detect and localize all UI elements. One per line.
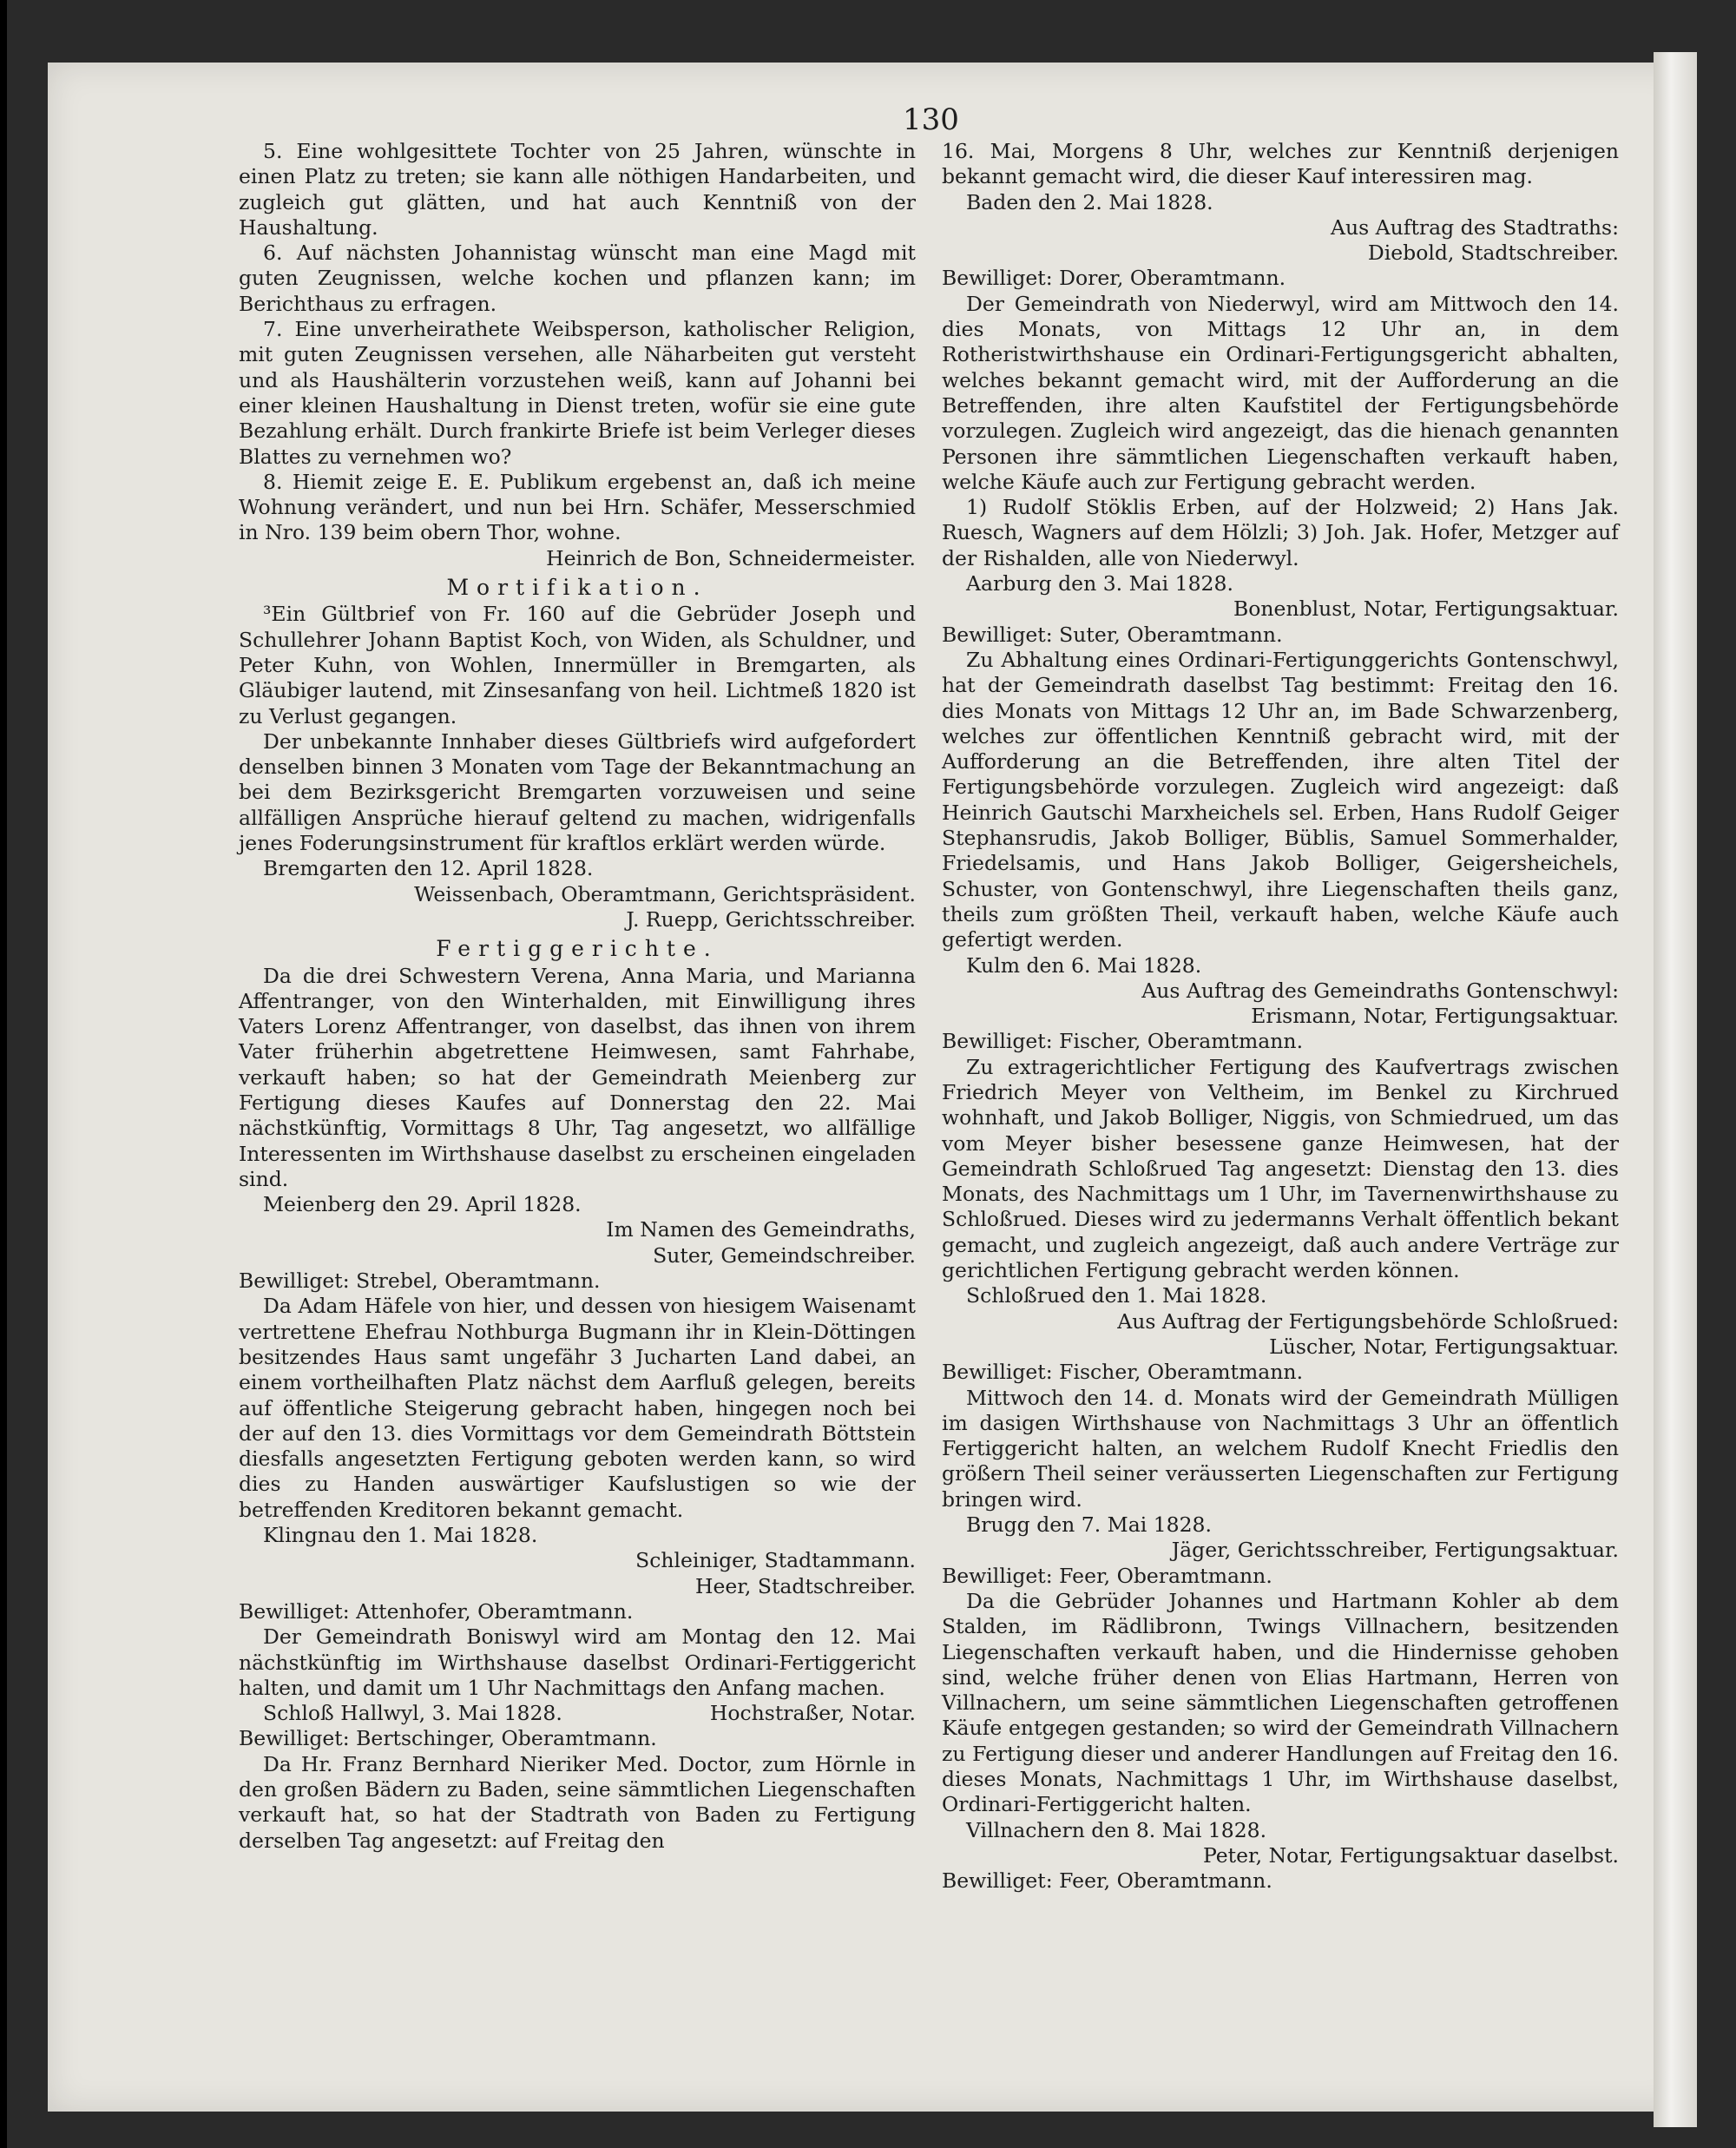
notice-5: 5. Eine wohlgesittete Tochter von 25 Jahren, wünschte in einen Platz zu treten; sie kann alle nöthigen Handarbeiten, und zugleich gut glätten, und hat auch Kenntniß von der Haushaltung. (239, 139, 916, 240)
signature: Peter, Notar, Fertigungsaktuar daselbst. (1203, 1842, 1619, 1868)
dateline: Klingnau den 1. Mai 1828. (263, 1523, 538, 1548)
signature: Diebold, Stadtschreiber. (1367, 240, 1619, 266)
signature: Im Namen des Gemeindraths, (606, 1217, 916, 1242)
signature: Hochstraßer, Notar. (709, 1701, 916, 1726)
article-paragraph: Da Adam Häfele von hier, und dessen von hiesigem Waisenamt vertrettene Ehefrau Nothburga Bugmann ihr in Klein-Döttingen besitzendes Haus samt ungefähr 3 Jucharten Land dabei, an einem vortheilhaften Platz nächst dem Aarfluß gelegen, bereits auf öffentliche Steigerung gebracht haben, hingegen noch bei der auf den 13. dies Vormittags vor dem Gemeindrath Böttstein diesfalls angesetzten Fertigung geboten werden kann, so wird dies zu Handen auswärtiger Kaufslustigen so wie der betreffenden Kreditoren bekannt gemacht. (239, 1294, 916, 1522)
article-paragraph: Der Gemeindrath Boniswyl wird am Montag den 12. Mai nächstkünftig im Wirthshause daselbst Ordinari-Fertiggericht halten, und damit um 1 Uhr Nachmittags den Anfang machen. (239, 1624, 916, 1700)
article-paragraph: ³Ein Gültbrief von Fr. 160 auf die Gebrüder Joseph und Schullehrer Johann Baptist Koch, von Widen, als Schuldner, und Peter Kuhn, von Wohlen, Innermüller in Bremgarten, als Gläubiger lautend, mit Zinsesanfang von heil. Lichtmeß 1820 ist zu Verlust gegangen. (239, 602, 916, 728)
signature: Aus Auftrag des Gemeindraths Gontenschwyl: (1141, 978, 1619, 1003)
dateline: Villnachern den 8. Mai 1828. (966, 1817, 1267, 1842)
article-paragraph: Da die drei Schwestern Verena, Anna Maria, und Marianna Affentranger, von den Winterhalden, mit Einwilligung ihres Vaters Lorenz Affentranger, von daselbst, das ihnen von ihrem Vater früherhin abgetrettene Heimwesen, samt Fahrhabe, verkauft haben; so hat der Gemeindrath Meienberg zur Fertigung dieses Kaufes auf Donnerstag den 22. Mai nächstkünftig, Vormittags 8 Uhr, Tag angesetzt, wo allfällige Interessenten im Wirthshause daselbst zu erscheinen eingeladen sind. (239, 963, 916, 1191)
page-spine (1654, 52, 1697, 2127)
approval-line: Bewilliget: Dorer, Oberamtmann. (942, 266, 1286, 291)
article-paragraph: Der unbekannte Innhaber dieses Gültbriefs wird aufgefordert denselben binnen 3 Monaten vom Tage der Bekanntmachung an bei dem Bezirksgericht Bremgarten vorzuweisen und seine allfälligen Ansprüche hierauf geltend zu machen, widrigenfalls jenes Foderungsinstrument für kraftlos erklärt werden würde. (239, 728, 916, 856)
signature: Suter, Gemeindschreiber. (653, 1242, 916, 1268)
approval-line: Bewilliget: Fischer, Oberamtmann. (942, 1029, 1304, 1054)
notice-8: 8. Hiemit zeige E. E. Publikum ergebenst an, daß ich meine Wohnung verändert, und nun bei Hrn. Schäfer, Messerschmied in Nro. 139 beim obern Thor, wohne. (239, 469, 916, 545)
article-paragraph: Der Gemeindrath von Niederwyl, wird am Mittwoch den 14. dies Monats, von Mittags 12 Uhr an, in dem Rotheristwirthshause ein Ordinari-Fertigungsgericht abhalten, welches bekannt gemacht wird, mit der Aufforderung an die Betreffenden, ihre alten Kaufstitel der Fertigungsbehörde vorzulegen. Zugleich wird angezeigt, das die hienach genannten Personen ihre sämmtlichen Liegenschaften verkauft haben, welche Käufe auch zur Fertigung gebracht werden. (942, 291, 1619, 494)
dateline: Meienberg den 29. April 1828. (263, 1192, 582, 1217)
section-heading-fertiggerichte: Fertiggerichte. (436, 936, 719, 962)
signature: Aus Auftrag der Fertigungsbehörde Schloßrued: (1117, 1308, 1619, 1334)
dateline: Schloß Hallwyl, 3. Mai 1828. (263, 1701, 562, 1726)
signature: Heinrich de Bon, Schneidermeister. (546, 545, 916, 570)
article-paragraph: Mittwoch den 14. d. Monats wird der Gemeindrath Mülligen im dasigen Wirthshause von Nachmittags 3 Uhr an öffentlich Fertiggericht halten, an welchem Rudolf Knecht Friedlis den größern Theil seiner veräusserten Liegenschaften zur Fertigung bringen wird. (942, 1385, 1619, 1512)
approval-line: Bewilliget: Attenhofer, Oberamtmann. (239, 1598, 634, 1624)
signature: Lüscher, Notar, Fertigungsaktuar. (1269, 1334, 1619, 1359)
signature: Weissenbach, Oberamtmann, Gerichtspräsident. (414, 881, 916, 906)
approval-line: Bewilliget: Strebel, Oberamtmann. (239, 1268, 601, 1294)
right-column (942, 139, 1619, 1894)
signature: Heer, Stadtschreiber. (694, 1573, 916, 1598)
notice-6: 6. Auf nächsten Johannistag wünscht man eine Magd mit guten Zeugnissen, welche kochen und pflanzen kann; im Berichthaus zu erfragen. (239, 240, 916, 316)
signature: Aus Auftrag des Stadtraths: (1331, 214, 1619, 240)
approval-line: Bewilliget: Bertschinger, Oberamtmann. (239, 1726, 657, 1751)
dateline: Baden den 2. Mai 1828. (966, 189, 1213, 214)
page-number: 130 (903, 102, 959, 137)
article-paragraph: 16. Mai, Morgens 8 Uhr, welches zur Kenntniß derjenigen bekannt gemacht wird, die dieser Kauf interessiren mag. (942, 139, 1619, 189)
section-heading-mortifikation: Mortifikation. (446, 575, 708, 601)
signature: Bonenblust, Notar, Fertigungsaktuar. (1233, 596, 1619, 622)
signature: J. Ruepp, Gerichtsschreiber. (626, 906, 916, 932)
dateline: Schloßrued den 1. Mai 1828. (966, 1283, 1267, 1308)
approval-line: Bewilliget: Feer, Oberamtmann. (942, 1563, 1272, 1588)
article-paragraph: Da die Gebrüder Johannes und Hartmann Kohler ab dem Stalden, im Rädlibronn, Twings Villnachern, besitzenden Liegenschaften verkauft haben, und die Hindernisse gehoben sind, welche früher denen von Elias Hartmann, Herren von Villnachern, um seine sämmtlichen Liegenschaften getroffenen Käufe entgegen gestanden; so wird der Gemeindrath Villnachern zu Fertigung dieser und anderer Handlungen auf Freitag den 16. dieses Monats, Nachmittags 1 Uhr, im Wirthshause daselbst, Ordinari-Fertiggericht halten. (942, 1588, 1619, 1817)
article-paragraph: Zu extragerichtlicher Fertigung des Kaufvertrags zwischen Friedrich Meyer von Veltheim, im Benkel zu Kirchrued wohnhaft, und Jakob Bolliger, Niggis, von Schmiedrued, um das vom Meyer bisher besessene ganze Heimwesen, hat der Gemeindrath Schloßrued Tag angesetzt: Dienstag den 13. dies Monats, des Nachmittags um 1 Uhr, im Tavernenwirthshause zu Schloßrued. Dieses wird zu jedermanns Verhalt öffentlich bekant gemacht, und zugleich angezeigt, daß auch andere Verträge zur gerichtlichen Fertigung gebracht werden können. (942, 1054, 1619, 1283)
scan-border-left (0, 0, 7, 2148)
signature: Schleiniger, Stadtammann. (635, 1548, 916, 1573)
dateline: Brugg den 7. Mai 1828. (966, 1512, 1212, 1538)
article-paragraph: Zu Abhaltung eines Ordinari-Fertigunggerichts Gontenschwyl, hat der Gemeindrath daselbst Tag bestimmt: Freitag den 16. dies Monats von Mittags 12 Uhr an, im Bade Schwarzenberg, welches zur öffentlichen Kenntniß gebracht wird, mit der Aufforderung an die Betreffenden, ihre alten Titel der Fertigungsbehörde vorzulegen. Zugleich wird angezeigt: daß Heinrich Gautschi Marxheichels sel. Erben, Hans Rudolf Geiger Stephansrudis, Jakob Bolliger, Büblis, Samuel Sommerhalder, Friedelsamis, und Hans Jakob Bolliger, Geigersheichels, Schuster, von Gontenschwyl, ihre Liegenschaften theils ganz, theils zum größten Theil, verkauft haben, welche Käufe auch gefertigt werden. (942, 647, 1619, 952)
approval-line: Bewilliget: Fischer, Oberamtmann. (942, 1360, 1304, 1385)
approval-line: Bewilliget: Feer, Oberamtmann. (942, 1868, 1272, 1894)
dateline-row (239, 1701, 916, 1726)
article-paragraph: Da Hr. Franz Bernhard Nieriker Med. Doctor, zum Hörnle in den großen Bädern zu Baden, seine sämmtlichen Liegenschaften verkauft hat, so hat der Stadtrath von Baden zu Fertigung derselben Tag angesetzt: auf Freitag den (239, 1751, 916, 1853)
notice-7: 7. Eine unverheirathete Weibsperson, katholischer Religion, mit guten Zeugnissen versehen, alle Näharbeiten gut versteht und als Haushälterin vorzustehen weiß, kann auf Johanni bei einer kleinen Haushaltung in Dienst treten, wofür sie eine gute Bezahlung erhält. Durch frankirte Briefe ist beim Verleger dieses Blattes zu vernehmen wo? (239, 317, 916, 469)
article-paragraph: 1) Rudolf Stöklis Erben, auf der Holzweid; 2) Hans Jak. Ruesch, Wagners auf dem Hölzli; 3) Joh. Jak. Hofer, Metzger auf der Rishalden, alle von Niederwyl. (942, 495, 1619, 570)
approval-line: Bewilliget: Suter, Oberamtmann. (942, 622, 1283, 647)
dateline: Aarburg den 3. Mai 1828. (966, 571, 1233, 596)
signature: Erismann, Notar, Fertigungsaktuar. (1251, 1004, 1619, 1029)
left-column (239, 139, 916, 1854)
dateline: Kulm den 6. Mai 1828. (966, 952, 1202, 978)
signature: Jäger, Gerichtsschreiber, Fertigungsaktuar. (1171, 1538, 1619, 1563)
dateline: Bremgarten den 12. April 1828. (263, 856, 594, 881)
